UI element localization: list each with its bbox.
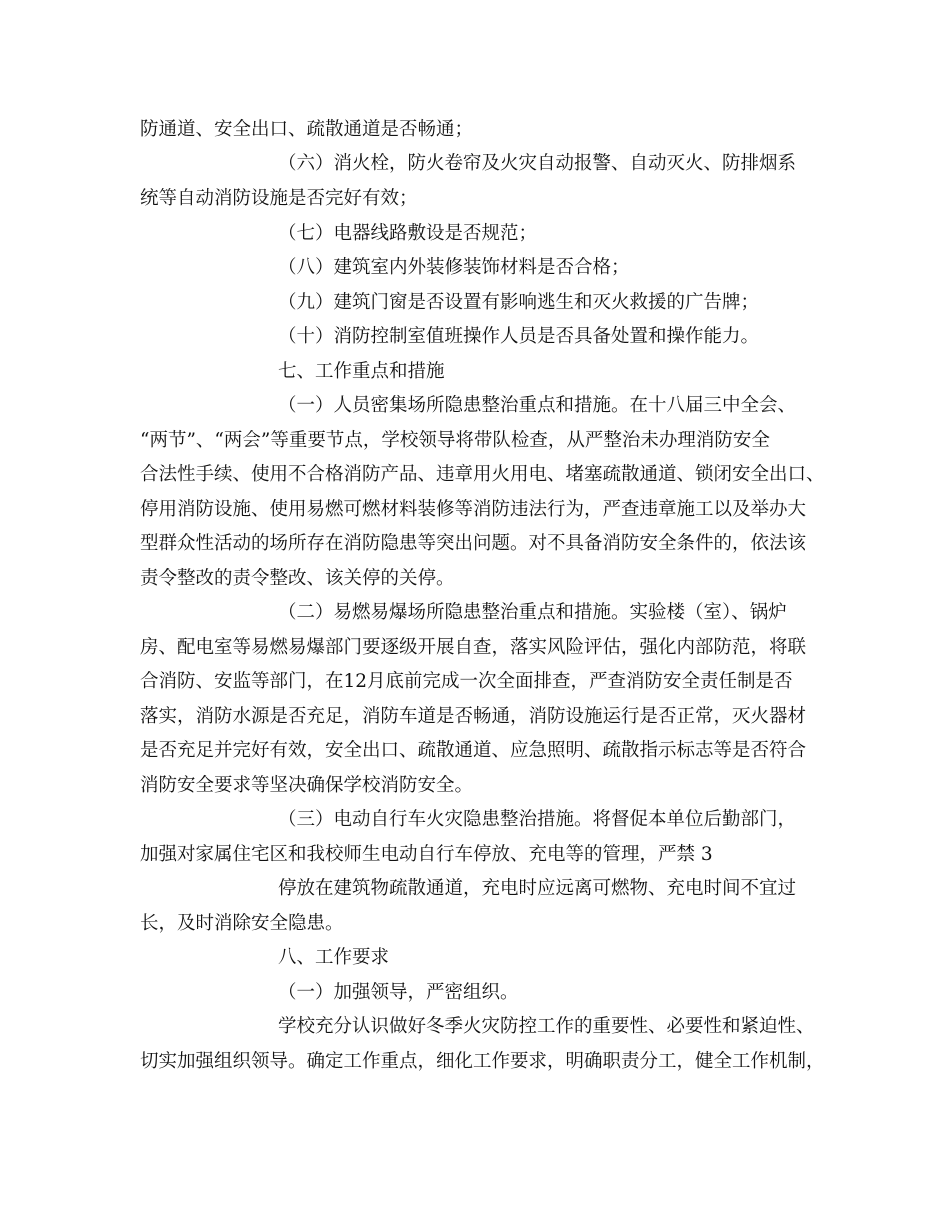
text-line: （二）易燃易爆场所隐患整治重点和措施。实验楼（室）、锅炉 bbox=[278, 602, 787, 623]
text-line: （一）加强领导，严密组织。 bbox=[278, 982, 519, 1003]
text-line: 合法性手续、使用不合格消防产品、违章用火用电、堵塞疏散通道、锁闭安全出口、 bbox=[140, 464, 825, 485]
text-line: 型群众性活动的场所存在消防隐患等突出问题。对不具备消防安全条件的，依法该 bbox=[140, 533, 807, 554]
text-line: 是否充足并完好有效，安全出口、疏散通道、应急照明、疏散指示标志等是否符合 bbox=[140, 740, 807, 761]
text-line: 停用消防设施、使用易燃可燃材料装修等消防违法行为，严查违章施工以及举办大 bbox=[140, 499, 807, 520]
text-line: （七）电器线路敷设是否规范； bbox=[278, 223, 538, 244]
text-line: 统等自动消防设施是否完好有效； bbox=[140, 188, 418, 209]
text-line: （六）消火栓，防火卷帘及火灾自动报警、自动灭火、防排烟系 bbox=[278, 153, 797, 174]
text-line: 责令整改的责令整改、该关停的关停。 bbox=[140, 568, 455, 589]
text-line: （三）电动自行车火灾隐患整治措施。将督促本单位后勤部门， bbox=[278, 809, 797, 830]
text-line: 切实加强组织领导。确定工作重点，细化工作要求，明确职责分工，健全工作机制， bbox=[140, 1051, 825, 1072]
text-line: （八）建筑室内外装修装饰材料是否合格； bbox=[278, 257, 630, 278]
text-line: 消防安全要求等坚决确保学校消防安全。 bbox=[140, 775, 474, 796]
text-line: 学校充分认识做好冬季火灾防控工作的重要性、必要性和紧迫性、 bbox=[278, 1016, 815, 1037]
text-line: 加强对家属住宅区和我校师生电动自行车停放、充电等的管理，严禁 3 bbox=[140, 844, 713, 865]
text-line: （九）建筑门窗是否设置有影响逃生和灭火救援的广告牌； bbox=[278, 292, 760, 313]
text-line: 合消防、安监等部门，在12月底前完成一次全面排查，严查消防安全责任制是否 bbox=[140, 671, 793, 692]
text-line: “两节”、“两会”等重要节点，学校领导将带队检查，从严整治未办理消防安全 bbox=[140, 430, 770, 451]
text-line: 房、配电室等易燃易爆部门要逐级开展自查，落实风险评估，强化内部防范，将联 bbox=[140, 637, 807, 658]
text-line: 落实，消防水源是否充足，消防车道是否畅通，消防设施运行是否正常，灭火器材 bbox=[140, 706, 807, 727]
text-line: 防通道、安全出口、疏散通道是否畅通； bbox=[140, 119, 474, 140]
text-line: 长，及时消除安全隐患。 bbox=[140, 913, 344, 934]
text-line: （十）消防控制室值班操作人员是否具备处置和操作能力。 bbox=[278, 326, 760, 347]
section-heading: 八、工作要求 bbox=[278, 947, 390, 968]
section-heading: 七、工作重点和措施 bbox=[278, 361, 445, 382]
text-line: （一）人员密集场所隐患整治重点和措施。在十八届三中全会、 bbox=[278, 395, 797, 416]
text-line: 停放在建筑物疏散通道，充电时应远离可燃物、充电时间不宜过 bbox=[278, 878, 797, 899]
